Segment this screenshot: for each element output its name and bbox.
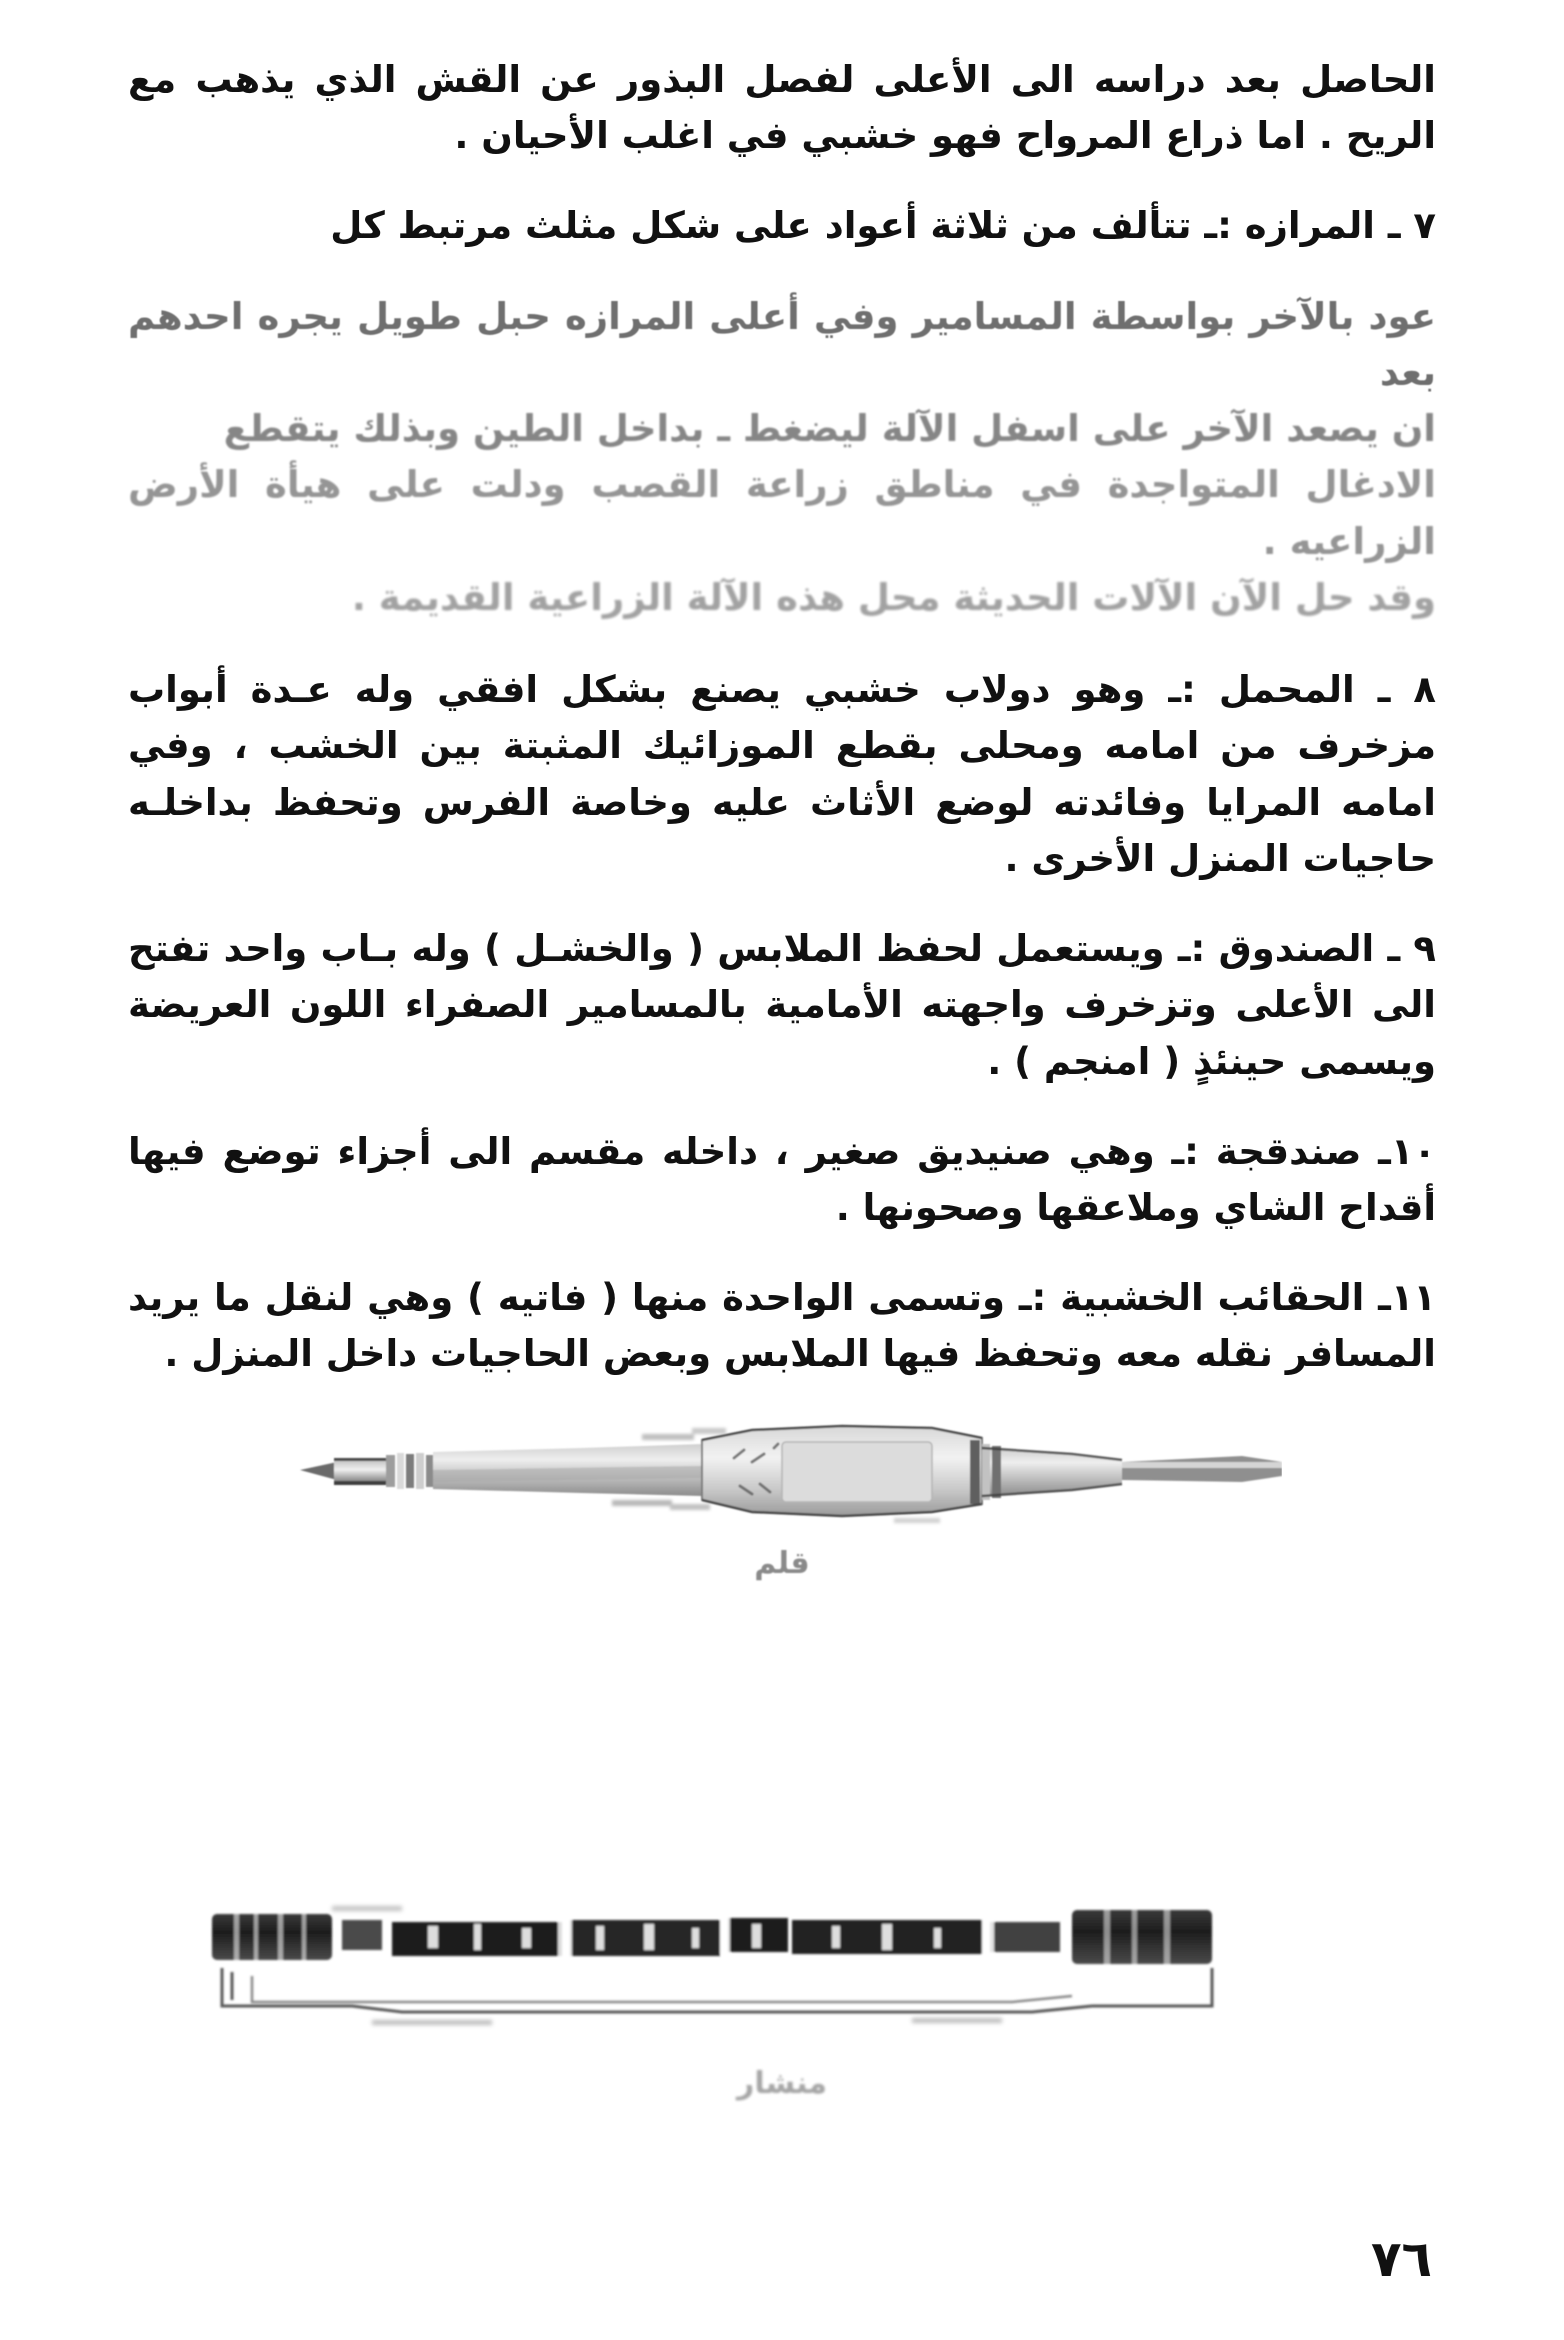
- paragraph-intro: الحاصل بعد دراسه الى الأعلى لفصل البذور عن القش الذي يذهب مع الريح . اما ذراع المرواح فهو خشبي في اغلب الأحيان .: [128, 58, 1436, 158]
- paragraph-item-8: ٨ ـ المحمل :ـ وهو دولاب خشبي يصنع بشكل افقي وله عـدة أبواب مزخرف من امامه ومحلى بقطع الموزائيك المثبتة بين الخشب ، وفي امامه المرايا وفائدته لوضع الأثاث عليه وخاصة الفرس وتحفظ بداخلـه حاجيات المنزل الأخرى .: [128, 668, 1436, 880]
- pen-illustration-graphic: [282, 1400, 1282, 1540]
- paragraph-item-10: ١٠ـ صندقجة :ـ وهي صنيديق صغير ، داخله مقسم الى أجزاء توضع فيها أقداح الشاي وملاعقها وصحونها .: [128, 1129, 1436, 1229]
- degraded-line-3: الادغال المتواجدة في مناطق زراعة القصب ودلت على هيأة الأرض الزراعيه .: [128, 463, 1436, 563]
- degraded-line-2: ان يصعد الآخر على اسفل الآلة ليضغط ـ بداخل الطين وبذلك يتقطع: [223, 407, 1436, 451]
- figure-saw: [0, 1880, 1564, 2101]
- page-number: ٧٦: [1370, 2230, 1432, 2288]
- page-text-column: [128, 52, 1436, 1383]
- saw-illustration-graphic: [192, 1880, 1372, 2060]
- figure-saw-caption: منشار: [737, 2066, 827, 2101]
- degraded-line-1: عود بالآخر بواسطة المسامير وفي أعلى المرازه حبل طويل يجره احدهم بعد: [128, 294, 1436, 394]
- paragraph-item-11: ١١ـ الحقائب الخشبية :ـ وتسمى الواحدة منها ( فاتيه ) وهي لنقل ما يريد المسافر نقله معه وتحفظ فيها الملابس وبعض الحاجيات داخل المنزل .: [128, 1276, 1436, 1376]
- paragraph-item-7-heading: ٧ ـ المرازه :ـ تتألف من ثلاثة أعواد على شكل مثلث مرتبط كل: [330, 204, 1436, 248]
- paragraph-item-7-degraded: [128, 289, 1436, 626]
- figure-pen: [0, 1400, 1564, 1581]
- paragraph-item-9: ٩ ـ الصندوق :ـ ويستعمل لحفظ الملابس ( والخشـل ) وله بـاب واحد تفتح الى الأعلى وتزخرف واجهته الأمامية بالمسامير الصفراء اللون العريضة ويسمى حينئذٍ ( امنجم ) .: [128, 927, 1436, 1083]
- figure-pen-caption: قلم: [754, 1546, 810, 1581]
- degraded-line-4: وقد حل الآن الآلات الحديثة محل هذه الآلة الزراعية القديمة .: [351, 575, 1436, 619]
